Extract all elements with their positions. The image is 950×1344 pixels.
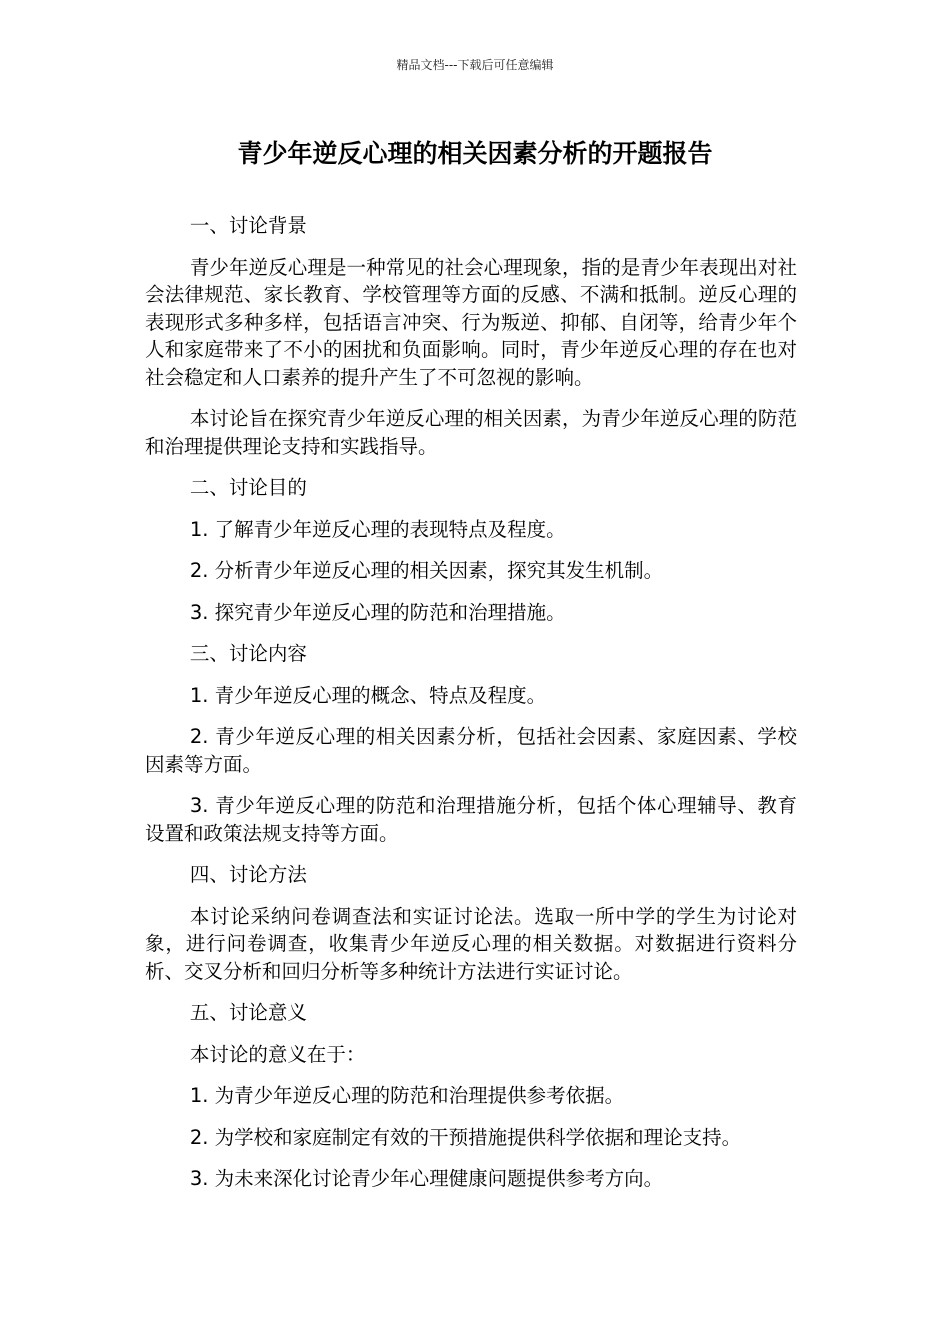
paragraph: 本讨论的意义在于：	[189, 1042, 366, 1066]
section-method	[145, 861, 797, 985]
section-content	[145, 640, 797, 847]
list-item: 2. 分析青少年逆反心理的相关因素，探究其发生机制。	[189, 559, 664, 582]
header-note: 精品文档---下载后可任意编辑	[396, 58, 554, 72]
document-title: 青少年逆反心理的相关因素分析的开题报告	[237, 139, 713, 168]
section-heading: 一、讨论背景	[189, 214, 307, 237]
list-item: 2. 为学校和家庭制定有效的干预措施提供科学依据和理论支持。	[189, 1125, 742, 1149]
list-item: 1. 青少年逆反心理的概念、特点及程度。	[189, 683, 547, 707]
section-heading: 四、讨论方法	[189, 863, 307, 886]
section-heading: 二、讨论目的	[189, 476, 307, 499]
list-item: 3. 探究青少年逆反心理的防范和治理措施。	[189, 600, 566, 624]
paragraph: 青少年逆反心理是一种常见的社会心理现象，指的是青少年表现出对社会法律规范、家长教育、学校管理等方面的反感、不满和抵制。逆反心理的表现形式多种多样，包括语言冲突、行为叛逆、抑郁、自闭等，给青少年个人和家庭带来了不小的困扰和负面影响。同时，青少年逆反心理的存在也对社会稳定和人口素养的提升产生了不可忽视的影响。	[145, 255, 797, 389]
list-item: 1. 为青少年逆反心理的防范和治理提供参考依据。	[189, 1084, 625, 1107]
section-significance	[145, 999, 797, 1193]
document-body	[145, 212, 797, 1207]
section-purpose	[145, 474, 797, 626]
list-item: 1. 了解青少年逆反心理的表现特点及程度。	[189, 517, 566, 541]
section-heading: 五、讨论意义	[189, 1001, 307, 1024]
list-item: 3. 为未来深化讨论青少年心理健康问题提供参考方向。	[189, 1167, 664, 1190]
paragraph: 本讨论旨在探究青少年逆反心理的相关因素，为青少年逆反心理的防范和治理提供理论支持和实践指导。	[145, 407, 797, 458]
list-item: 3. 青少年逆反心理的防范和治理措施分析，包括个体心理辅导、教育设置和政策法规支持等方面。	[145, 794, 797, 845]
paragraph: 本讨论采纳问卷调查法和实证讨论法。选取一所中学的学生为讨论对象，进行问卷调查，收集青少年逆反心理的相关数据。对数据进行资料分析、交叉分析和回归分析等多种统计方法进行实证讨论。	[145, 904, 797, 983]
section-background	[145, 212, 797, 460]
section-heading: 三、讨论内容	[189, 642, 307, 665]
list-item: 2. 青少年逆反心理的相关因素分析，包括社会因素、家庭因素、学校因素等方面。	[145, 725, 797, 776]
